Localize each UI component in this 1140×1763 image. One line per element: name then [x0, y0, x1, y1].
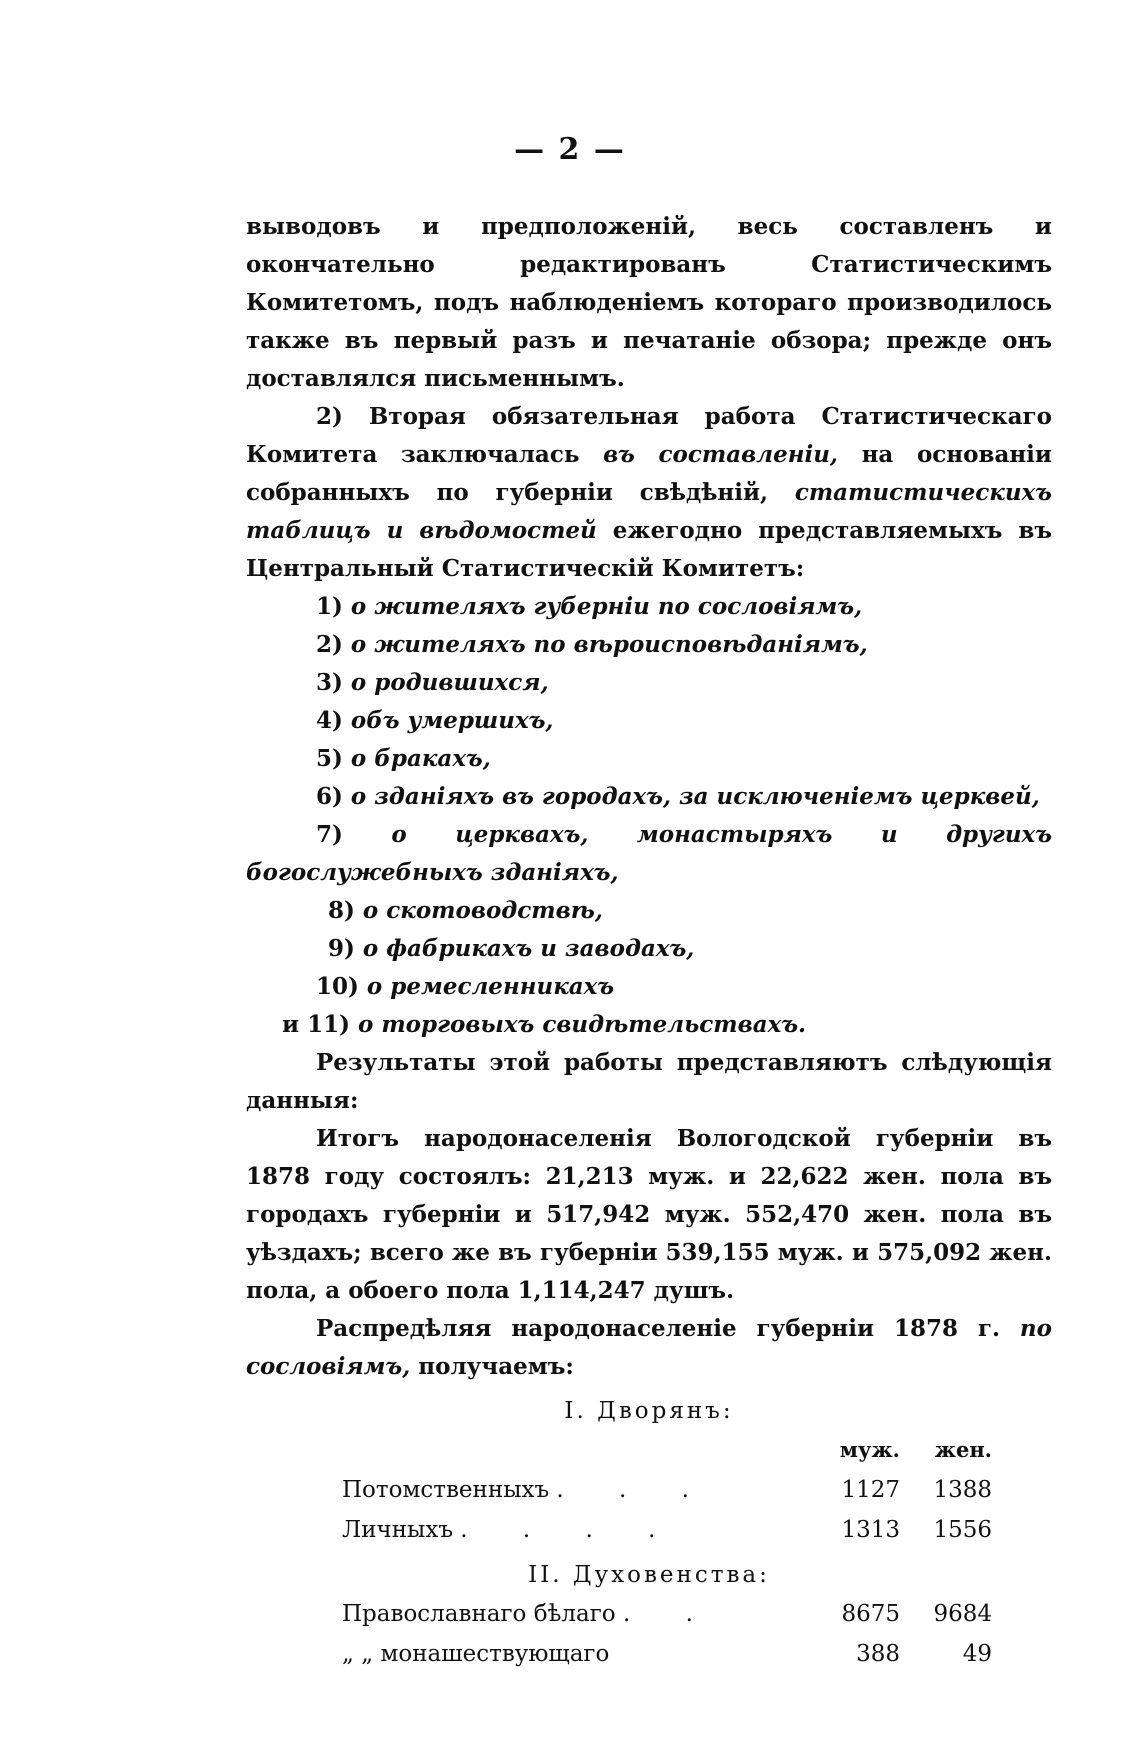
list-item-text: о родившихся,: [350, 669, 549, 696]
list-item-text: о фабрикахъ и заводахъ,: [362, 935, 695, 962]
female-count: 49: [962, 1641, 992, 1667]
list-item-number: 7): [316, 821, 343, 848]
paragraph-4-end: получаемъ:: [410, 1353, 574, 1380]
list-item-number: 2): [316, 631, 343, 658]
row-label-cell: [342, 1594, 808, 1634]
list-item: [246, 1006, 1052, 1044]
male-count: 1313: [841, 1517, 900, 1543]
paragraph-2-start: 2) Вторая обязательная работа Статистическаго Комитета заключалась: [246, 403, 1052, 468]
list-item: [246, 588, 1052, 626]
list-item-number: 4): [316, 707, 343, 734]
list-item-number: 6): [316, 783, 343, 810]
male-count: 388: [856, 1641, 900, 1667]
table-row: [342, 1510, 992, 1550]
female-count: 1388: [933, 1477, 992, 1503]
list-item-text: о торговыхъ свидѣтельствахъ.: [357, 1011, 807, 1038]
row-label: Православнаго бѣлаго: [342, 1601, 616, 1627]
table-header-empty: [342, 1430, 808, 1470]
paragraph-2-end: ежегодно представляемыхъ въ Центральный Статистическій Комитетъ:: [246, 517, 1052, 582]
list-item-number: 10): [316, 973, 359, 1000]
list-item-text: о церквахъ, монастыряхъ и другихъ богослужебныхъ зданіяхъ,: [246, 821, 1052, 886]
list-item-number: и 11): [282, 1011, 350, 1038]
list-item: [246, 626, 1052, 664]
list-item: [246, 816, 1052, 892]
list-item: [246, 740, 1052, 778]
results-line: Результаты этой работы представляютъ слѣдующія данныя:: [246, 1049, 1052, 1114]
list-item-number: 9): [328, 935, 355, 962]
list-item-number: 8): [328, 897, 355, 924]
paragraph-2-italic-2: статистическихъ таблицъ и вѣдомостей: [246, 479, 1052, 544]
row-label-cell: [342, 1470, 808, 1510]
body-text: [246, 208, 1052, 1674]
report-list: [246, 588, 1052, 1044]
leader-dots: . . .: [556, 1477, 713, 1503]
row-label: „ „ монашествующаго: [342, 1641, 610, 1667]
paragraph-1: выводовъ и предположеній, весь составленъ и окончательно редактированъ Статистическимъ Комитетомъ, подъ наблюденіемъ котораго производилось также въ первый разъ и печатаніе обзора; прежде онъ доставлялся письменнымъ.: [246, 213, 1052, 392]
paragraph-4: [246, 1310, 1052, 1386]
estates-table: [342, 1430, 992, 1550]
list-item-text: о ремесленникахъ: [366, 973, 615, 1000]
paragraph-4-italic: по сословіямъ,: [246, 1315, 1052, 1380]
section-2-title: II. Духовенства:: [528, 1562, 770, 1588]
leader-dots: . . . .: [460, 1517, 680, 1543]
row-label-cell: [342, 1634, 808, 1674]
section-1-title: I. Дворянъ:: [564, 1398, 734, 1424]
row-label: Личныхъ: [342, 1517, 453, 1543]
female-count: 1556: [933, 1517, 992, 1543]
list-item-text: о жителяхъ губерніи по сословіямъ,: [350, 593, 863, 620]
male-count: 1127: [841, 1477, 900, 1503]
paragraph-2: [246, 398, 1052, 588]
column-header-female: жен.: [934, 1437, 992, 1462]
list-item-text: о зданіяхъ въ городахъ, за исключеніемъ церквей,: [350, 783, 1040, 810]
table-row: [342, 1594, 992, 1634]
female-count: 9684: [933, 1601, 992, 1627]
table-header-row: [342, 1430, 992, 1470]
paragraph-4-start: Распредѣляя народонаселеніе губерніи 1878 г.: [316, 1315, 1020, 1342]
clergy-table: [342, 1594, 992, 1674]
column-header-male: муж.: [839, 1437, 900, 1462]
table-row: [342, 1470, 992, 1510]
list-item: [246, 664, 1052, 702]
list-item-number: 5): [316, 745, 343, 772]
list-item-text: о бракахъ,: [350, 745, 491, 772]
list-item-text: о скотоводствѣ,: [362, 897, 603, 924]
paragraph-2-italic-1: въ составленіи,: [603, 441, 838, 468]
list-item-text: объ умершихъ,: [350, 707, 554, 734]
list-item-number: 1): [316, 593, 343, 620]
leader-dots: . .: [622, 1601, 717, 1627]
list-item: [246, 968, 1052, 1006]
list-item: [246, 930, 1052, 968]
list-item: [246, 702, 1052, 740]
list-item-text: о жителяхъ по вѣроисповѣданіямъ,: [350, 631, 868, 658]
list-item-number: 3): [316, 669, 343, 696]
list-item: [246, 778, 1052, 816]
page-number: — 2 —: [514, 132, 626, 167]
male-count: 8675: [841, 1601, 900, 1627]
row-label: Потомственныхъ: [342, 1477, 550, 1503]
list-item: [246, 892, 1052, 930]
row-label-cell: [342, 1510, 808, 1550]
table-row: [342, 1634, 992, 1674]
paragraph-2-mid: на основаніи собранныхъ по губерніи свѣдѣній,: [246, 441, 1052, 506]
paragraph-3: Итогъ народонаселенія Вологодской губерніи въ 1878 году состоялъ: 21,213 муж. и 22,622 жен. пола въ городахъ губерніи и 517,942 муж. 552,470 жен. пола въ уѣздахъ; всего же въ губерніи 539,155 муж. и 575,092 жен. пола, а обоего пола 1,114,247 душъ.: [246, 1125, 1052, 1304]
